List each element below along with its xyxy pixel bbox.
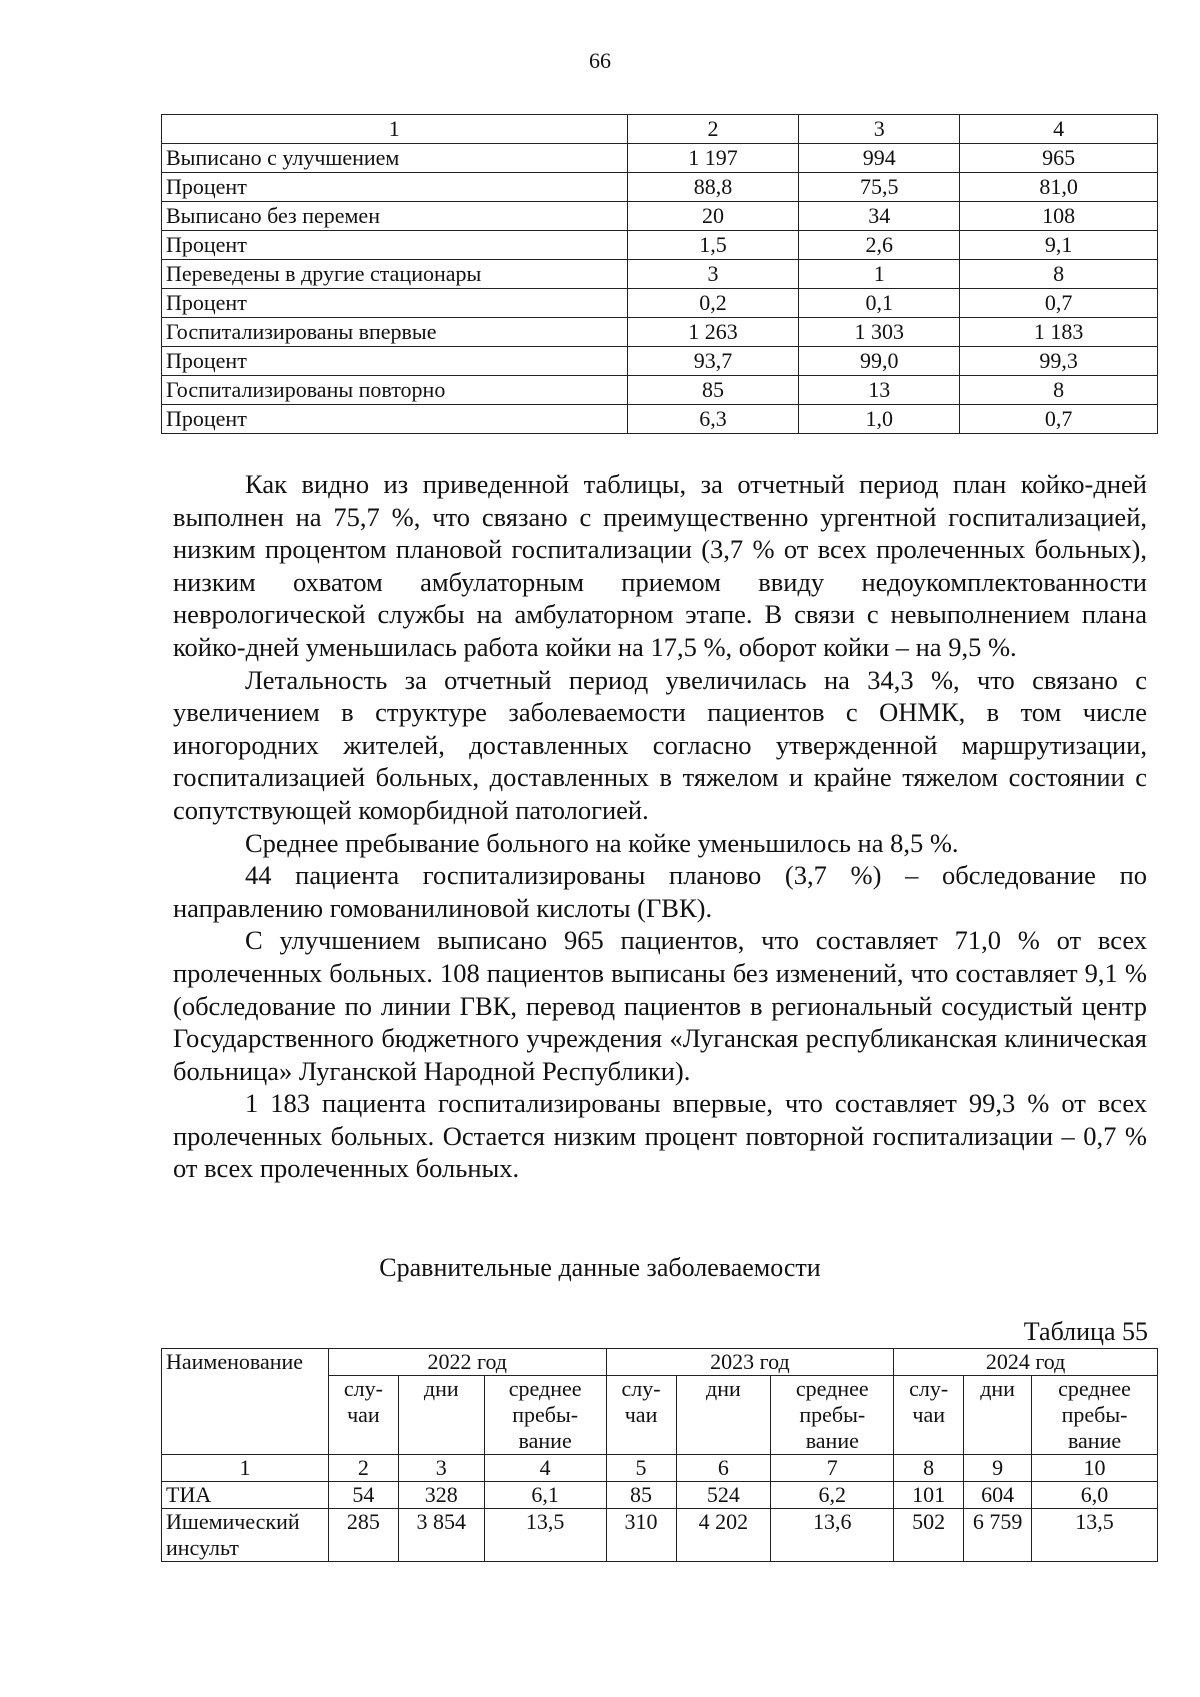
cell-value: 310: [606, 1509, 676, 1562]
header-cases: слу- чаи: [328, 1376, 398, 1455]
cell-value: 1 303: [799, 318, 960, 347]
body-text: [173, 468, 1147, 1185]
cell-value: 8: [960, 376, 1158, 405]
table-row: [162, 260, 1158, 289]
header-avg-stay: среднее пребы- вание: [771, 1376, 894, 1455]
cell-value: 3 854: [398, 1509, 484, 1562]
header-name: Наименование: [162, 1349, 329, 1455]
cell-value: 93,7: [627, 347, 799, 376]
header-year: 2022 год: [328, 1349, 606, 1376]
cell-value: 2,6: [799, 231, 960, 260]
header-days: дни: [676, 1376, 771, 1455]
row-label: Процент: [162, 289, 628, 318]
cell-value: 1,0: [799, 405, 960, 434]
cell-value: 965: [960, 144, 1158, 173]
header-days: дни: [964, 1376, 1032, 1455]
column-number: 8: [894, 1455, 964, 1482]
cell-value: 99,0: [799, 347, 960, 376]
column-number: 4: [960, 115, 1158, 144]
cell-value: 502: [894, 1509, 964, 1562]
cell-value: 75,5: [799, 173, 960, 202]
cell-value: 13: [799, 376, 960, 405]
page-number: 66: [589, 48, 611, 73]
table-row: [162, 231, 1158, 260]
cell-value: 6,1: [484, 1482, 606, 1509]
column-number: 7: [771, 1455, 894, 1482]
row-label: Выписано без перемен: [162, 202, 628, 231]
paragraph: Как видно из приведенной таблицы, за отчетный период план койко-дней выполнен на 75,7 %, что связано с преимущественно ургентной госпитализацией, низким процентом плановой госпитализации (3,7 % от всех пролеченных больных), низким охватом амбулаторным приемом ввиду недоукомплектованности неврологической службы на амбулаторном этапе. В связи с невыполнением плана койко-дней уменьшилась работа койки на 17,5 %, оборот койки – на 9,5 %.: [173, 469, 1147, 662]
cell-value: 285: [328, 1509, 398, 1562]
cell-value: 1 183: [960, 318, 1158, 347]
row-label: Процент: [162, 173, 628, 202]
header-year: 2024 год: [894, 1349, 1158, 1376]
header-avg-stay: среднее пребы- вание: [1032, 1376, 1158, 1455]
cell-value: 54: [328, 1482, 398, 1509]
column-number: 3: [398, 1455, 484, 1482]
table-row: [162, 405, 1158, 434]
table-row: [162, 202, 1158, 231]
cell-value: 994: [799, 144, 960, 173]
cell-value: 6,0: [1032, 1482, 1158, 1509]
header-days: дни: [398, 1376, 484, 1455]
cell-value: 604: [964, 1482, 1032, 1509]
cell-value: 6,2: [771, 1482, 894, 1509]
cell-value: 88,8: [627, 173, 799, 202]
cell-value: 99,3: [960, 347, 1158, 376]
column-number: 1: [162, 1455, 329, 1482]
cell-value: 101: [894, 1482, 964, 1509]
table-row: [162, 318, 1158, 347]
paragraph: Летальность за отчетный период увеличилась на 34,3 %, что связано с увеличением в структуре заболеваемости пациентов с ОНМК, в том числе иногородних жителей, доставленных согласно утвержденной маршрутизации, госпитализацией больных, доставленных в тяжелом и крайне тяжелом состоянии с сопутствующей коморбидной патологией.: [173, 664, 1147, 825]
column-number: 10: [1032, 1455, 1158, 1482]
cell-value: 13,6: [771, 1509, 894, 1562]
row-label: Процент: [162, 405, 628, 434]
table-row: [162, 347, 1158, 376]
header-year: 2023 год: [606, 1349, 894, 1376]
cell-value: 0,7: [960, 289, 1158, 318]
column-number: 2: [627, 115, 799, 144]
row-label: ТИА: [162, 1482, 329, 1509]
cell-value: 108: [960, 202, 1158, 231]
cell-value: 6,3: [627, 405, 799, 434]
column-number: 4: [484, 1455, 606, 1482]
row-label: Госпитализированы повторно: [162, 376, 628, 405]
cell-value: 1,5: [627, 231, 799, 260]
cell-value: 4 202: [676, 1509, 771, 1562]
cell-value: 0,2: [627, 289, 799, 318]
column-number: 1: [162, 115, 628, 144]
header-avg-stay: среднее пребы- вание: [484, 1376, 606, 1455]
cell-value: 13,5: [484, 1509, 606, 1562]
paragraph: 1 183 пациента госпитализированы впервые, что составляет 99,3 % от всех пролеченных больных. Остается низким процент повторной госпитализации – 0,7 % от всех пролеченных больных.: [173, 1088, 1147, 1184]
row-label: Процент: [162, 231, 628, 260]
table-row: [162, 1509, 1158, 1562]
cell-value: 1 263: [627, 318, 799, 347]
paragraph: 44 пациента госпитализированы планово (3,7 %) – обследование по направлению гомованилиновой кислоты (ГВК).: [173, 860, 1147, 923]
column-numbers-row: [162, 1455, 1158, 1482]
cell-value: 81,0: [960, 173, 1158, 202]
column-number: 6: [676, 1455, 771, 1482]
column-number: 2: [328, 1455, 398, 1482]
table-row: [162, 376, 1158, 405]
cell-value: 85: [606, 1482, 676, 1509]
column-number: 9: [964, 1455, 1032, 1482]
cell-value: 0,1: [799, 289, 960, 318]
cell-value: 85: [627, 376, 799, 405]
row-label: Переведены в другие стационары: [162, 260, 628, 289]
column-number: 5: [606, 1455, 676, 1482]
cell-value: 20: [627, 202, 799, 231]
cell-value: 0,7: [960, 405, 1158, 434]
table-row: [162, 1482, 1158, 1509]
table-number: Таблица 55: [1023, 1317, 1148, 1346]
table-header-row: [162, 115, 1158, 144]
table-row: [162, 173, 1158, 202]
cell-value: 3: [627, 260, 799, 289]
paragraph: Среднее пребывание больного на койке уменьшилось на 8,5 %.: [245, 827, 959, 858]
header-cases: слу- чаи: [894, 1376, 964, 1455]
column-number: 3: [799, 115, 960, 144]
morbidity-table: [161, 1348, 1158, 1562]
outcomes-table: [161, 114, 1158, 434]
row-label: Госпитализированы впервые: [162, 318, 628, 347]
cell-value: 8: [960, 260, 1158, 289]
cell-value: 524: [676, 1482, 771, 1509]
header-cases: слу- чаи: [606, 1376, 676, 1455]
table-row: [162, 144, 1158, 173]
cell-value: 13,5: [1032, 1509, 1158, 1562]
table-caption: Сравнительные данные заболеваемости: [379, 1253, 821, 1282]
table-row: [162, 289, 1158, 318]
cell-value: 34: [799, 202, 960, 231]
cell-value: 328: [398, 1482, 484, 1509]
row-label: Выписано с улучшением: [162, 144, 628, 173]
cell-value: 9,1: [960, 231, 1158, 260]
cell-value: 1 197: [627, 144, 799, 173]
cell-value: 1: [799, 260, 960, 289]
cell-value: 6 759: [964, 1509, 1032, 1562]
row-label: Процент: [162, 347, 628, 376]
paragraph: С улучшением выписано 965 пациентов, что составляет 71,0 % от всех пролеченных больных. 108 пациентов выписаны без изменений, что составляет 9,1 % (обследование по линии ГВК, перевод пациентов в региональный сосудистый центр Государственного бюджетного учреждения «Луганская республиканская клиническая больница» Луганской Народной Республики).: [173, 925, 1147, 1086]
row-label: Ишемический инсульт: [162, 1509, 329, 1562]
